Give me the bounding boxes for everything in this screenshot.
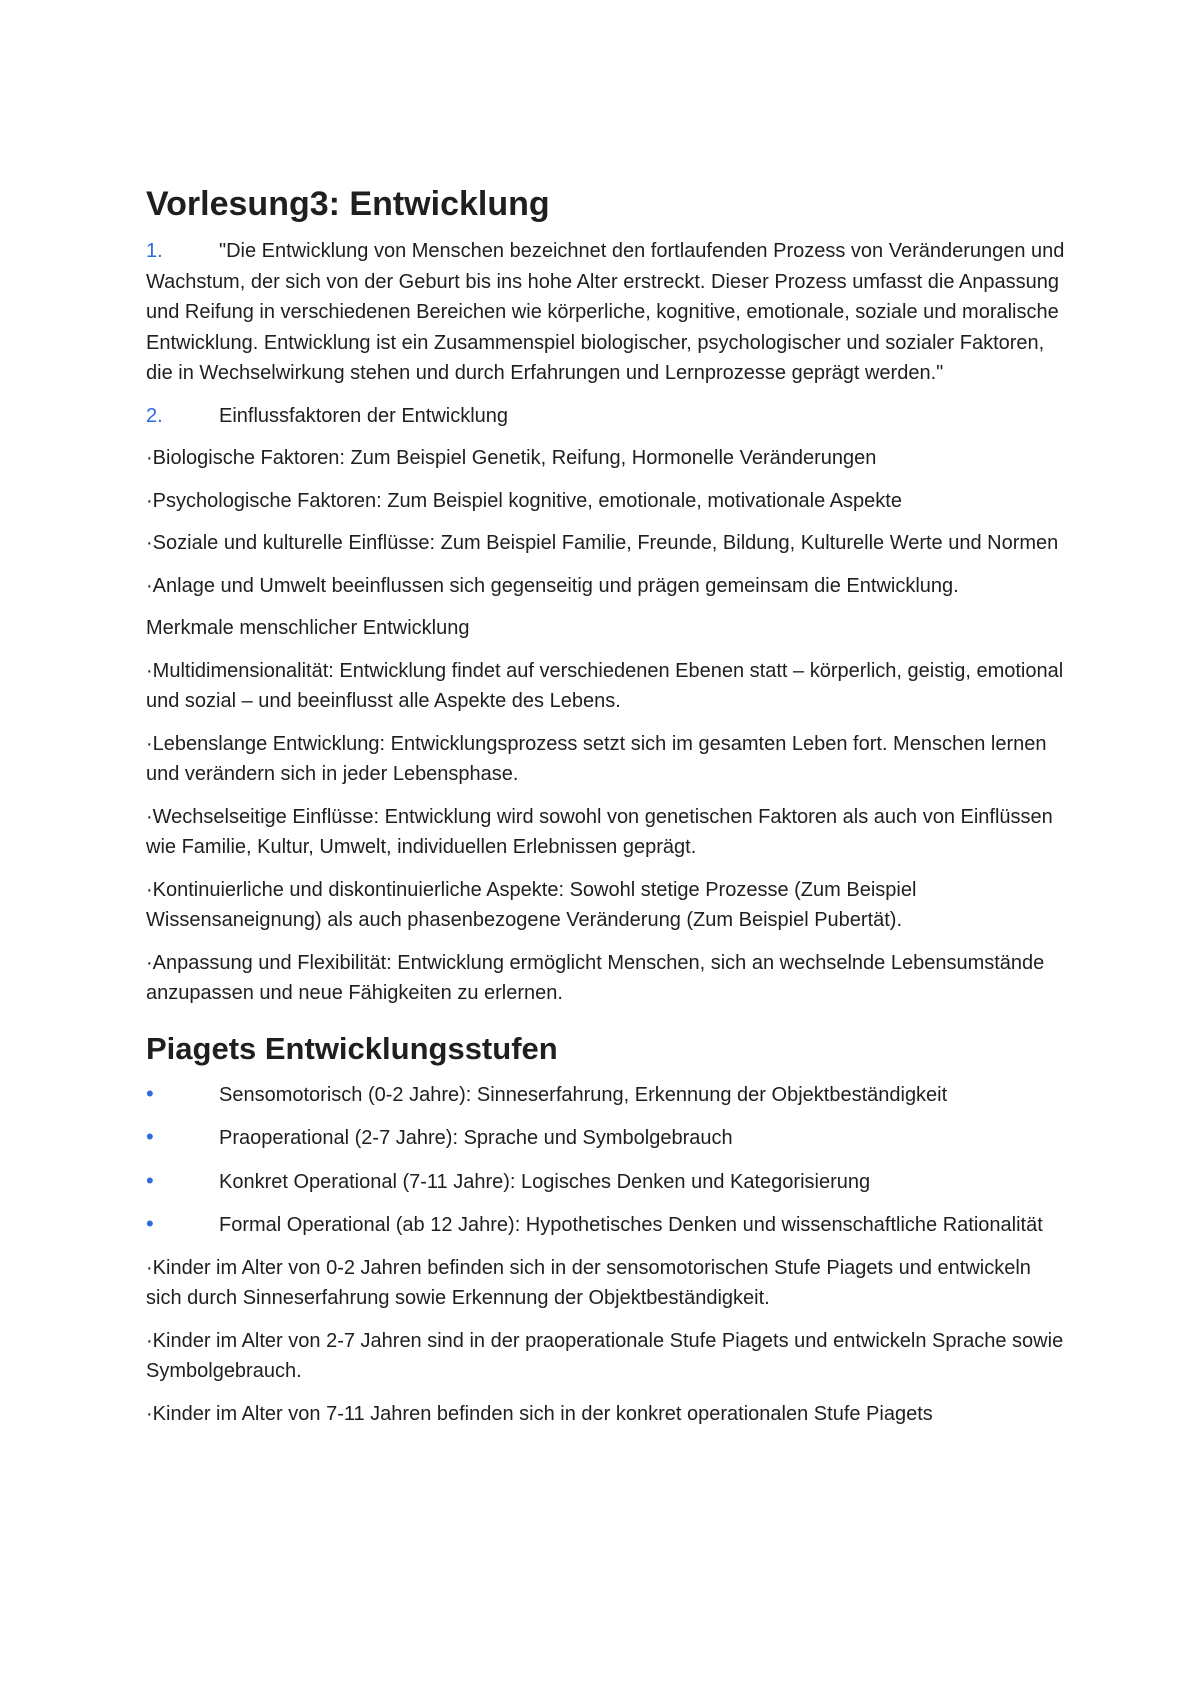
feature-paragraph: ·Multidimensionalität: Entwicklung findet auf verschiedenen Ebenen statt – körperlich, geistig, emotional und sozial – und beeinflusst alle Aspekte des Lebens.: [146, 659, 1064, 712]
stage-list-item: [146, 1079, 1066, 1111]
stage-list-item: [146, 1209, 1066, 1241]
factor-paragraph: ·Psychologische Faktoren: Zum Beispiel kognitive, emotionale, motivationale Aspekte: [146, 489, 902, 512]
children-paragraph: ·Kinder im Alter von 2-7 Jahren sind in der praoperationale Stufe Piagets und entwickeln Sprache sowie Symbolgebrauch.: [146, 1329, 1064, 1382]
stage-text: Konkret Operational (7-11 Jahre): Logisches Denken und Kategorisierung: [219, 1170, 871, 1193]
children-paragraph: ·Kinder im Alter von 7-11 Jahren befinden sich in der konkret operationalen Stufe Piagets: [146, 1402, 933, 1425]
list-number: 1.: [146, 240, 163, 262]
bullet-icon: •: [146, 1124, 154, 1149]
feature-paragraph: ·Wechselseitige Einflüsse: Entwicklung wird sowohl von genetischen Faktoren als auch von Einflüssen wie Familie, Kultur, Umwelt, individuellen Erlebnissen geprägt.: [146, 805, 1053, 858]
children-paragraph: ·Kinder im Alter von 0-2 Jahren befinden sich in der sensomotorischen Stufe Piagets und entwickeln sich durch Sinneserfahrung sowie Erkennung der Objektbeständigkeit.: [146, 1256, 1031, 1309]
stage-text: Praoperational (2-7 Jahre): Sprache und Symbolgebrauch: [219, 1127, 733, 1149]
stage-text: Formal Operational (ab 12 Jahre): Hypothetisches Denken und wissenschaftliche Rationalität: [219, 1214, 1043, 1236]
bullet-icon: •: [146, 1080, 154, 1106]
numbered-item-1: [146, 236, 1066, 389]
feature-paragraph: ·Kontinuierliche und diskontinuierliche Aspekte: Sowohl stetige Prozesse (Zum Beispiel Wissensaneignung) als auch phasenbezogene Veränderung (Zum Beispiel Pubertät).: [146, 878, 917, 931]
factor-paragraph: ·Biologische Faktoren: Zum Beispiel Genetik, Reifung, Hormonelle Veränderungen: [146, 447, 877, 469]
stage-list-item: [146, 1166, 1066, 1198]
numbered-item-2: [146, 401, 1066, 432]
list-number: 2.: [146, 404, 163, 427]
stage-text: Sensomotorisch (0-2 Jahre): Sinneserfahrung, Erkennung der Objektbeständigkeit: [219, 1083, 948, 1106]
bullet-icon: •: [146, 1211, 154, 1236]
section-heading: Piagets Entwicklungsstufen: [146, 1030, 558, 1066]
factor-paragraph: ·Anlage und Umwelt beeinflussen sich gegenseitig und prägen gemeinsam die Entwicklung.: [146, 574, 959, 597]
item-text: Einflussfaktoren der Entwicklung: [219, 404, 509, 427]
document-title: Vorlesung3: Entwicklung: [146, 185, 550, 223]
factor-paragraph: ·Soziale und kulturelle Einflüsse: Zum Beispiel Familie, Freunde, Bildung, Kulturelle Werte und Normen: [146, 532, 1059, 554]
feature-paragraph: ·Lebenslange Entwicklung: Entwicklungsprozess setzt sich im gesamten Leben fort. Menschen lernen und verändern sich in jeder Lebensphase.: [146, 732, 1047, 785]
features-heading: Merkmale menschlicher Entwicklung: [146, 617, 470, 639]
bullet-icon: •: [146, 1167, 154, 1193]
feature-paragraph: ·Anpassung und Flexibilität: Entwicklung ermöglicht Menschen, sich an wechselnde Lebensumstände anzupassen und neue Fähigkeiten zu erlernen.: [146, 951, 1045, 1004]
stage-list-item: [146, 1122, 1066, 1154]
definition-text: "Die Entwicklung von Menschen bezeichnet den fortlaufenden Prozess von Veränderungen und Wachstum, der sich von der Geburt bis ins hohe Alter erstreckt. Dieser Prozess umfasst die Anpassung und Reifung in verschiedenen Bereichen wie körperliche, kognitive, emotionale, soziale und moralische Entwicklung. Entwicklung ist ein Zusammenspiel biologischer, psychologischer und sozialer Faktoren, die in Wechselwirkung stehen und durch Erfahrungen und Lernprozesse geprägt werden.": [146, 240, 1065, 384]
document-page: [146, 182, 1066, 1441]
